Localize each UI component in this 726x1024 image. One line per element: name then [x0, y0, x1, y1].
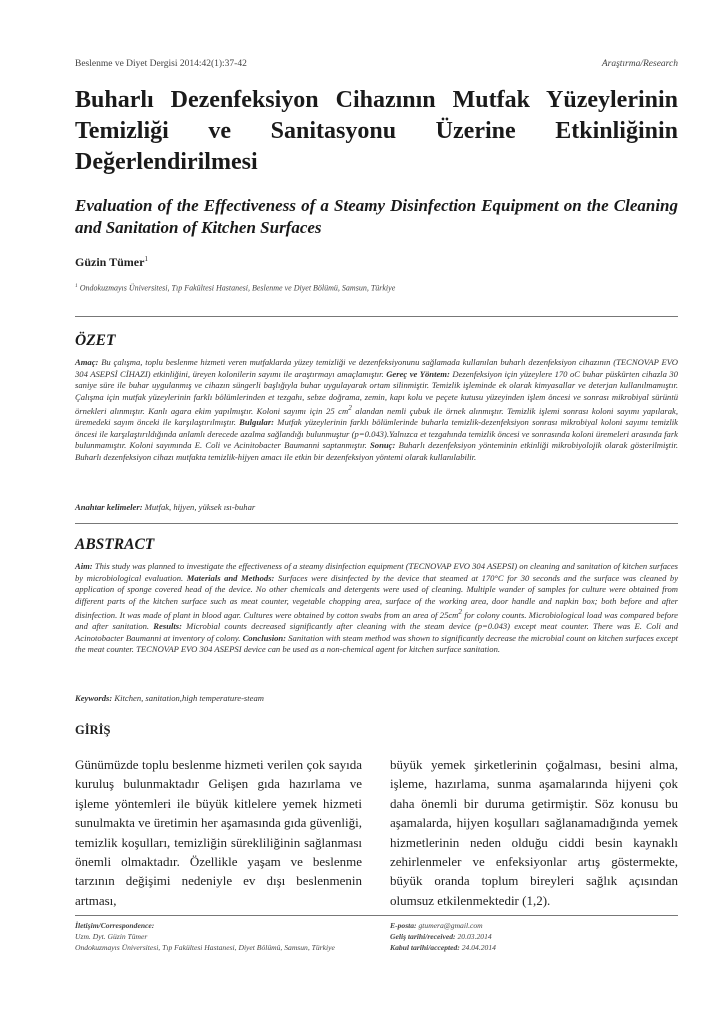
journal-citation: Beslenme ve Diyet Dergisi 2014:42(1):37-42	[75, 59, 247, 69]
giris-column-1: Günümüzde toplu beslenme hizmeti verilen çok sayıda kuruluş bulunmaktadır Gelişen gıda hazırlama ve işleme yöntemleri ile büyük kitlelere yemek hizmeti sunulmakta ve üretimin her aşamasında gıda güvenliği, temizlik koşulları, temizliğin sürekliliğinin sağlanması önemli olmaktadır. Özellikle yaşam ve beslenme tarzının değişimi nedeniyle ev dışı beslenmenin artması,	[75, 757, 363, 908]
title-turkish: Buharlı Dezenfeksiyon Cihazının Mutfak Yüzeylerinin Temizliği ve Sanitasyonu Üzerine Etkinliğinin Değerlendirilmesi	[75, 87, 678, 175]
correspondence-label: İletişim/Correspondence:	[75, 921, 155, 930]
email-label: E-posta:	[390, 921, 417, 930]
accepted-date: 24.04.2014	[461, 942, 496, 952]
ozet-yontem: Dezenfeksiyon için yüzeylere 170 oC buhar püskürten cihazla 30 saniye süre ile buhar uygulanmış ve cihazın süngerli başlığıyla buhar uygulayarak ortam silinmiştir. Temizlik işleminde ek olarak kimyasallar ve deterjan kullanılmamıştır. Çalışma için mutfak yüzeylerinin farklı bölümlerinden et tezgahı, sebze doğrama, zemin, kapı kolu ve peçete kutusu yüzeyinden işlem öncesi ve sonrası mikrobiyal sürüntü örnekleri alınmıştır. Kanlı agara ekim yapılmıştır. Koloni sayımı için 25 cm	[75, 368, 678, 416]
abstract-heading: ABSTRACT	[75, 536, 155, 553]
affiliation	[75, 283, 395, 293]
ozet-amac: Bu çalışma, toplu beslenme hizmeti veren mutfaklarda yüzey temizliği ve dezenfeksiyonunu sağlamada kullanılan buharlı dezenfeksiyon cihazının (TECNOVAP EVO 304 ASEPSİ CİHAZI) etkinliğini, üreyen kolonilerin sayımı ile araştırmayı amaçlamıştır.	[75, 357, 678, 379]
abstract-results: Microbial counts decreased significantly after cleaning with the steam device (p=0.043) except meat counter. There was E. Coli and Acinotobacter Baumanni at inventory of colony.	[75, 621, 678, 643]
divider	[75, 523, 678, 524]
giris-heading: GİRİŞ	[75, 723, 111, 737]
correspondence-address: Ondokuzmayıs Üniversitesi, Tıp Fakültesi Hastanesi, Diyet Bölümü, Samsun, Türkiye	[75, 942, 335, 952]
ozet-yontem-cont: alandan nemli çubuk ile örnek alınmıştır. Temizlik işlemi sonrası koloni sayımı yapılarak, üremedeki sayım önceki ile karşılaştırılmıştır.	[75, 405, 679, 428]
ozet-bulgular-label: Bulgular:	[239, 417, 275, 428]
ozet-amac-label: Amaç:	[75, 357, 99, 367]
abstract-conclusion: Sanitation with steam method was shown to significantly decrease the microbial count on kitchen surfaces except the meat counter. TECNOVAP EVO 304 ASEPSI device can be used as a non-chemical agent for kitchen surface sanitation.	[75, 632, 679, 655]
abstract-methods-label: Materials and Methods:	[186, 572, 275, 583]
abstract-keywords	[75, 693, 264, 703]
ozet-body	[75, 357, 678, 463]
received-date: 20.03.2014	[457, 931, 492, 941]
ozet-bulgular: Mutfak yüzeylerinin farklı bölümlerinde buharla temizlik-dezenfeksiyon sonrası mikrobiyal koloni sayımı temizlik öncesi ile karşılaştırıldığında anlamlı derecede azalma sağlandığı bulunmuştur (p=0.043).Yalnızca et tezgahında temizlik öncesi ve sonrasında koloni üremeleri arasında fark bulunmamıştır. Koloni sayımında E. Coli ve Acinitobacter Baumanni saptanmıştır.	[75, 417, 678, 451]
abstract-results-label: Results:	[153, 621, 182, 632]
ozet-keywords	[75, 502, 255, 512]
abstract-keywords-label: Keywords:	[75, 693, 113, 703]
received-label: Geliş tarihi/received:	[390, 931, 456, 941]
footer-divider	[75, 915, 678, 916]
author	[75, 255, 148, 270]
email-address[interactable]: gtumera@gmail.com	[418, 921, 483, 930]
abstract-keywords-text: Kitchen, sanitation,high temperature-steam	[114, 693, 264, 703]
author-name: Güzin Tümer	[75, 255, 145, 269]
article-type: Araştırma/Research	[601, 59, 678, 69]
abstract-methods: Surfaces were disinfected by the device that steamed at 170°C for 30 seconds and the surface was cleaned by application of sponge covered head of the device. No other chemicals and detergents were used of cleaning. Multiple wander of samples for culture were obtained from different parts of the kitchen surface such as meat counter, vegetable chopping area, surface of the working area, door handle and napkin box; both before and after disinfection. It was made of plant in blood agar. Cultures were obtained by cotton swabs from an area of 25cm	[75, 572, 679, 620]
affiliation-sup: 1	[75, 283, 78, 289]
correspondence	[75, 921, 375, 953]
giris-column-2: büyük yemek şirketlerinin çoğalması, besini alma, işleme, hazırlama, sunma aşamalarında hijyeni çok daha önemli bir duruma getirmiştir. Söz konusu bu aşamalarda, hijyen koşulları sağlanamadığında yemek hizmetlerinin neden olduğu ciddi besin kaynaklı zehirlenmeler ve enfeksiyonlar artış göstermekte, büyük oranda toplum bireyleri sağlık açısından olumsuz etkilenmektedir (1,2).	[390, 757, 678, 908]
divider	[75, 316, 678, 317]
title-english: Evaluation of the Effectiveness of a Steamy Disinfection Equipment on the Cleaning and Sanitation of Kitchen Surfaces	[75, 196, 678, 237]
ozet-yontem-label: Gereç ve Yöntem:	[386, 368, 450, 379]
correspondence-name: Uzm. Dyt. Güzin Tümer	[75, 931, 148, 941]
article-dates	[390, 921, 678, 953]
ozet-sonuc: Buharlı dezenfeksiyon yönteminin etkinliği mikrobiyolojik olarak gösterilmiştir. Buharlı dezenfeksiyon cihazı mutfakta temizlik-hijyen amacı ile etkin bir dezenfeksiyon yöntemi olarak kullanılabilir.	[75, 440, 678, 462]
abstract-conclusion-label: Conclusion:	[242, 632, 287, 643]
author-sup: 1	[144, 255, 148, 263]
ozet-yontem-sup: 2	[348, 404, 352, 412]
accepted-label: Kabul tarihi/accepted:	[390, 942, 460, 952]
abstract-methods-cont: for colony counts. Microbiological load was compared before and after sanitation.	[75, 609, 678, 632]
ozet-keywords-text: Mutfak, hijyen, yüksek ısı-buhar	[144, 502, 256, 512]
affiliation-text: Ondokuzmayıs Üniversitesi, Tıp Fakültesi Hastanesi, Beslenme ve Diyet Bölümü, Samsun, Türkiye	[79, 283, 396, 293]
abstract-aim: This study was planned to investigate the effectiveness of a steamy disinfection equipment (TECNOVAP EVO 304 ASEPSI) on cleaning and sanitation of kitchen surfaces by microbiological evaluation.	[75, 561, 678, 583]
ozet-sonuc-label: Sonuç:	[370, 440, 396, 451]
ozet-keywords-label: Anahtar kelimeler:	[75, 502, 143, 512]
ozet-heading: ÖZET	[75, 332, 116, 349]
abstract-aim-label: Aim:	[75, 561, 93, 571]
abstract-methods-sup: 2	[458, 608, 462, 616]
abstract-body	[75, 561, 678, 656]
